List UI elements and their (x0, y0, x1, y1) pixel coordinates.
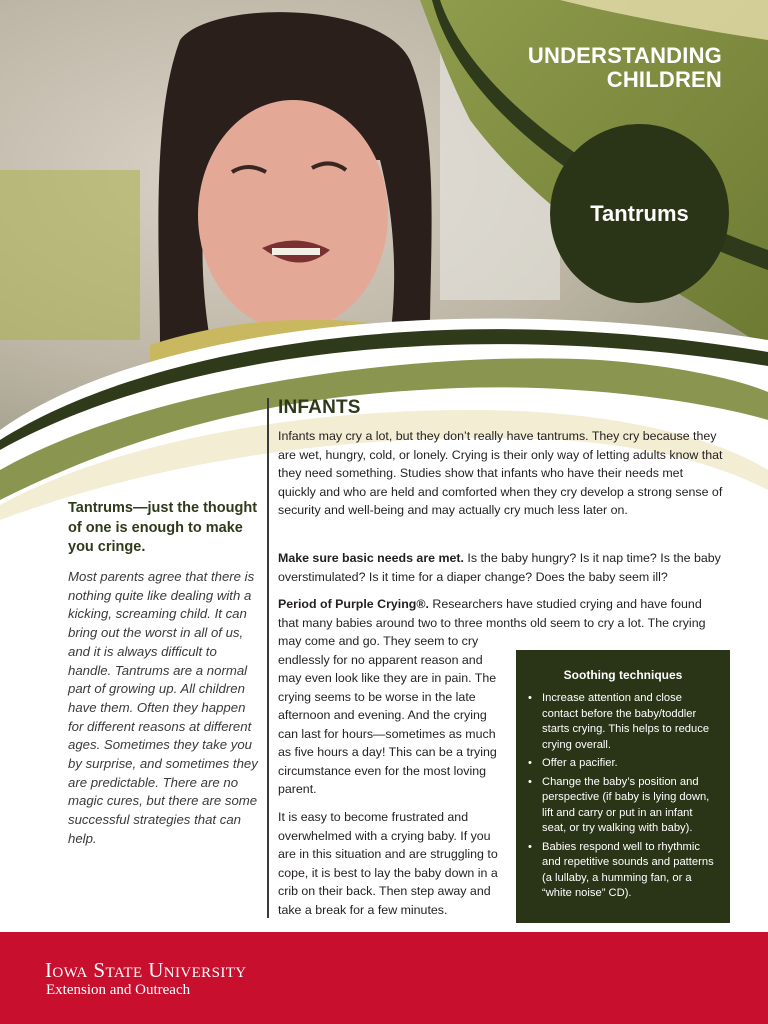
frustrated-paragraph: It is easy to become frustrated and overwhelmed with a crying baby. If you are in this situation and are struggling to cope, it is best to lay the baby down in a crib on their back. Then step away and take a break for a few minutes. (278, 810, 498, 917)
basic-needs-lead: Make sure basic needs are met. (278, 551, 464, 565)
basic-needs-paragraph (278, 549, 724, 586)
extension-outreach-label: Extension and Outreach (46, 982, 191, 998)
soothing-list (528, 691, 718, 902)
infants-paragraph: Infants may cry a lot, but they don’t really have tantrums. They cry because they are wet, hungry, cold, or lonely. Crying is their only way of letting adults know that they need something. Studies show that infants who have their needs met quickly and who are held and comforted when they cry develop a strong sense of security and well-being and may actually cry much less later on. (278, 429, 723, 517)
topic-badge (550, 124, 729, 303)
intro-text: Most parents agree that there is nothing quite like dealing with a kicking, screaming child. It can bring out the worst in all of us, and it is always difficult to handle. Tantrums are a normal part of growing up. All children have them. Often they happen for different reasons at different ages. Sometimes they take you by surprise, and sometimes they are predictable. There are no magic cures, but there are some successful strategies that can help. (68, 569, 258, 846)
purple-crying-text-continued: may come and go. They seem to cry endlessly for no apparent reason and may even look like they are in pain. The crying seems to be worse in the late afternoon and evening. And the crying can last for hours—sometimes as much as five hours a day! This can be a trying circumstance even for the most loving parent. (278, 634, 497, 796)
soothing-item: • Offer a pacifier. (528, 756, 718, 772)
basic-needs-text: Is the baby hungry? Is it nap time? Is the baby overstimulated? Is it time for a diaper change? Does the baby seem ill? (278, 551, 721, 584)
soothing-item: • Increase attention and close contact before the baby/toddler starts crying. This helps to reduce crying overall. (528, 691, 718, 753)
soothing-title: Soothing techniques (563, 668, 683, 682)
series-title: UNDERSTANDING CHILDREN (527, 43, 722, 92)
topic-title: Tantrums (590, 200, 689, 226)
soothing-item: • Babies respond well to rhythmic and repetitive sounds and patterns (a lullaby, a humming fan, or a “white noise” CD). (528, 840, 718, 902)
intro-heading: Tantrums—just the thought of one is enough to make you cringe. (68, 500, 258, 555)
purple-crying-lead: Period of Purple Crying®. (278, 597, 429, 611)
section-heading-infants: INFANTS (278, 397, 361, 418)
column-divider (267, 398, 269, 918)
footer-bar (0, 932, 768, 1024)
university-wordmark: Iowa State University (45, 958, 247, 982)
purple-crying-text-start: Researchers have studied crying and have found that many babies around two to three months old seem to cry a lot. The crying (278, 597, 706, 630)
soothing-item: • Change the baby’s position and perspective (if baby is lying down, lift and carry or put in an infant seat, or try walking with baby). (528, 775, 718, 837)
soothing-techniques-box (516, 650, 730, 923)
purple-crying-paragraph (278, 595, 724, 632)
